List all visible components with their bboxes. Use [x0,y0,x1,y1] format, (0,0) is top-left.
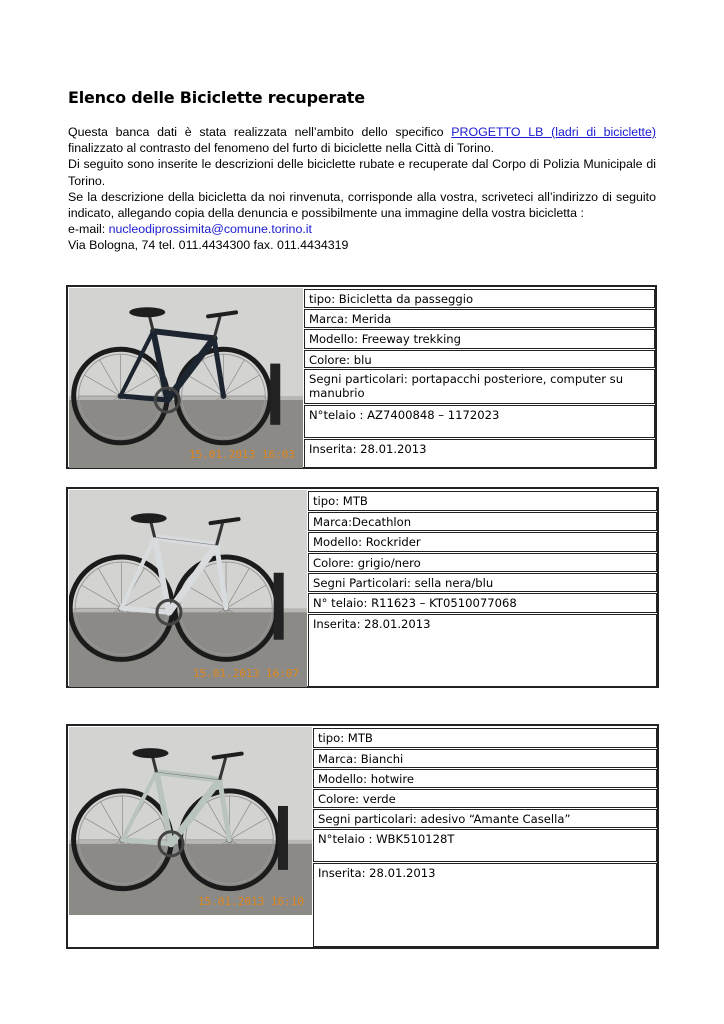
bike-photo-3-illustration [69,727,312,915]
bike-2-segni: Segni Particolari: sella nera/blu [308,573,657,592]
bike-3-telaio: N°telaio : WBK510128T [313,829,657,862]
bike-3-segni: Segni particolari: adesivo “Amante Casella” [313,809,657,828]
bike-photo-2-illustration [69,490,307,687]
intro-paragraph-3: Se la descrizione della bicicletta da noi rinvenuta, corrisponde alla vostra, scriveteci all’indirizzo di seguito indicato, allegando copia della denuncia e possibilmente una immagine della vostra bicicletta : [68,189,656,221]
bike-1-telaio: N°telaio : AZ7400848 – 1172023 [304,405,655,438]
bike-1-inserita: Inserita: 28.01.2013 [304,439,655,468]
bike-2-marca: Marca:Decathlon [308,512,657,531]
photo-date-stamp-1: 15.01.2013 16:03 [189,448,295,461]
page-title: Elenco delle Biciclette recuperate [68,88,365,107]
intro-paragraph-1 [68,124,656,156]
bike-photo-2 [69,490,307,687]
bike-3-modello: Modello: hotwire [313,769,657,788]
progetto-lb-link[interactable]: PROGETTO LB (ladri di biciclette) [451,125,656,139]
bike-card-3 [66,724,659,949]
intro-p1-after: finalizzato al contrasto del fenomeno del furto di biciclette nella Città di Torino. [68,141,495,156]
bike-3-inserita: Inserita: 28.01.2013 [313,863,657,947]
bike-1-segni: Segni particolari: portapacchi posteriore, computer su manubrio [304,369,655,404]
bike-2-telaio: N° telaio: R11623 – KT0510077068 [308,593,657,613]
bike-1-colore: Colore: blu [304,350,655,368]
bike-photo-1 [69,288,303,468]
bike-2-colore: Colore: grigio/nero [308,553,657,572]
bike-2-inserita: Inserita: 28.01.2013 [308,614,657,687]
photo-date-stamp-2: 15.01.2013 16:07 [193,667,299,680]
intro-text [68,124,656,254]
bike-photo-1-illustration [69,288,303,468]
bike-3-colore: Colore: verde [313,789,657,808]
bike-2-tipo: tipo: MTB [308,491,657,511]
bike-2-modello: Modello: Rockrider [308,532,657,552]
bike-1-tipo: tipo: Bicicletta da passeggio [304,289,655,308]
bike-1-marca: Marca: Merida [304,309,655,328]
bike-card-1 [66,285,657,469]
bike-details-2 [308,490,657,687]
bike-1-modello: Modello: Freeway trekking [304,329,655,349]
email-label: e-mail: [68,222,109,237]
bike-details-1 [304,288,655,468]
intro-paragraph-2: Di seguito sono inserite le descrizioni delle biciclette rubate e recuperate dal Corpo di Polizia Municipale di Torino. [68,157,656,188]
photo-date-stamp-3: 15.01.2013 16:10 [198,895,304,908]
bike-3-tipo: tipo: MTB [313,728,657,748]
email-line [68,221,656,237]
bike-photo-3 [69,727,312,915]
bike-3-marca: Marca: Bianchi [313,749,657,768]
bike-card-2 [66,487,659,688]
address-line: Via Bologna, 74 tel. 011.4434300 fax. 011.4434319 [68,238,349,253]
bike-details-3 [313,727,657,948]
email-address[interactable]: nucleodiprossimita@comune.torino.it [108,222,312,237]
intro-p1-before: Questa banca dati è stata realizzata nell’ambito dello specifico [68,125,452,139]
